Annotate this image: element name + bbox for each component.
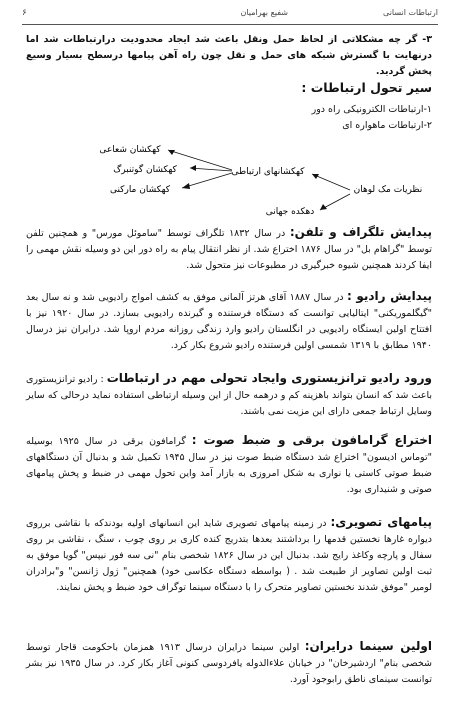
paragraph-cinema [26,638,432,688]
diagram-label-galaxies: کهکشانهای ارتباطی [231,167,305,177]
header-rule [22,24,438,25]
evolution-list [312,102,432,134]
paragraph-telegraph [26,224,432,274]
paragraph-transistor [26,370,432,420]
paragraph-heading: اولین سینما درایران: [304,639,432,653]
diagram-label-gutenberg: کهکشان گوتنبرگ [113,165,177,175]
diagram-label-marconi: کهکشان مارکنی [109,185,171,195]
paragraph-text: در سال ۱۸۳۲ تلگراف توسط "ساموئل مورس" و همچنین تلفن توسط "گراهام بل" در سال ۱۸۷۶ اختراع شد. از نظر انتقال پیام به راه دور این دو وسیله نقش مهمی را ایفا کردند همچنین شیوه خبرگیری در مطبوعات نیز متحول شد. [26,228,432,271]
paragraph-text: در سال ۱۸۸۷ آقای هرتز آلمانی موفق به کشف امواج رادیویی شد و نه سال بعد "گیگلموریکنی" ایتالیایی توانست که دستگاه فرستنده و گیرنده رادیویی بسازد. در سال ۱۹۲۰ نیز با افتتاح اولین ایستگاه رادیویی در انگلستان رادیو وارد زندگی روزانه مردم اروپا شد. درایران نیز درسال ۱۹۴۰ مطابق با ۱۳۱۹ شمسی اولین فرستنده رادیو شروع بکار کرد. [26,292,432,351]
paragraph-gramophone [26,432,432,498]
arrow-to-galaxies [312,174,350,190]
paragraph-text: : رادیو ترانزیستوری باعث شد که انسان بتواند باهزینه کم و درهمه حال از این وسیله ارتباطی استفاده نماید درحالی که سایر وسایل ارتباط جمعی دارای این مزیت نمی باشند. [26,374,432,417]
paragraph-heading: پیامهای تصویری: [330,515,432,529]
diagram-label-radial: کهکشان شعاعی [99,145,161,155]
list-item: ۲-ارتباطات ماهواره ای [342,120,432,131]
paragraph-text: در زمینه پیامهای تصویری شاید این انسانهای اولیه بودندکه با نقاشی برروی دیواره غارها نخستین قدمها را برداشتند بعدها بتدریج کنده کاری بر روی چوب ، سنگ ، نقاشی بر روی سفال و پارچه وکاغذ رایج شد. بدنبال این در سال ۱۸۲۶ شخصی بنام "نی سه فور نیپس" گویا موفق به ثبت اولین تصاویر از طبیعت شد . ( بواسطه دستگاه عکاسی خود) همچنین" ژول ژانسن" و"برادران لومیر "موفق شدند نخستین تصاویر متحرک را با دستگاه سینما توگراف خود ضبط و پخش نمایند. [26,518,432,593]
diagram-arrows [168,150,350,210]
galaxies-diagram [0,138,460,220]
paragraph-text: اولین سینما درایران درسال ۱۹۱۳ همزمان باحکومت قاجار توسط شخصی بنام" اردشیرخان" در خیابان علاءالدوله یافردوسی کنونی آغاز بکار کرد. در سال ۱۹۳۵ نیز بشر توانست سینمای ناطق رابوجود آورد. [26,642,432,685]
paragraph-heading: پیدایش رادیو : [346,289,433,303]
diagram-label-global-village: دهکده جهانی [265,207,315,217]
book-title: ارتباطات انسانی [383,8,438,17]
paragraph-heading: ورود رادیو ترانزیستوری وایجاد تحولی مهم در ارتباطات [106,371,432,385]
intro-paragraph: ۳- گر چه مشکلاتی از لحاظ حمل ونقل باعث شد ایجاد محدودیت درارتباطات شد اما درنهایت با گسترش شبکه های حمل و نقل چون راه آهن پیامها درسطح بسیار وسیع پخش گردید. [26,34,432,77]
paragraph-radio [26,288,432,354]
paragraph-visual [26,514,432,596]
section-title: سیر تحول ارتباطات : [301,80,432,95]
list-item: ۱-ارتباطات الکترونیکی راه دور [311,104,432,115]
diagram-label-mcluhan: نظریات مک لوهان [353,185,423,195]
arrow-radial [168,150,232,170]
paragraph-heading: پیدایش تلگراف و تلفن: [289,225,433,239]
paragraph-heading: اختراع گرامافون برقی و ضبط صوت : [191,433,432,447]
page-number: ۶ [22,8,27,18]
arrow-heads [168,150,327,210]
arrow-marconi [182,173,232,188]
paragraph-text: گرامافون برقی در سال ۱۹۲۵ بوسیله "توماس ادیسون" اختراع شد دستگاه ضبط صوت نیز در سال ۱۹۴۵ تکمیل شد و بدنبال آن دستگاههای ضبط صوتی کاستی یا نواری به شکل امروزی به بازار آمد واین تحول مهمی در ضبط و پخش پیامهای صوتی و شنیداری بود. [26,436,432,495]
author-name: شفیع بهرامیان [240,8,288,17]
page-header [22,8,438,22]
